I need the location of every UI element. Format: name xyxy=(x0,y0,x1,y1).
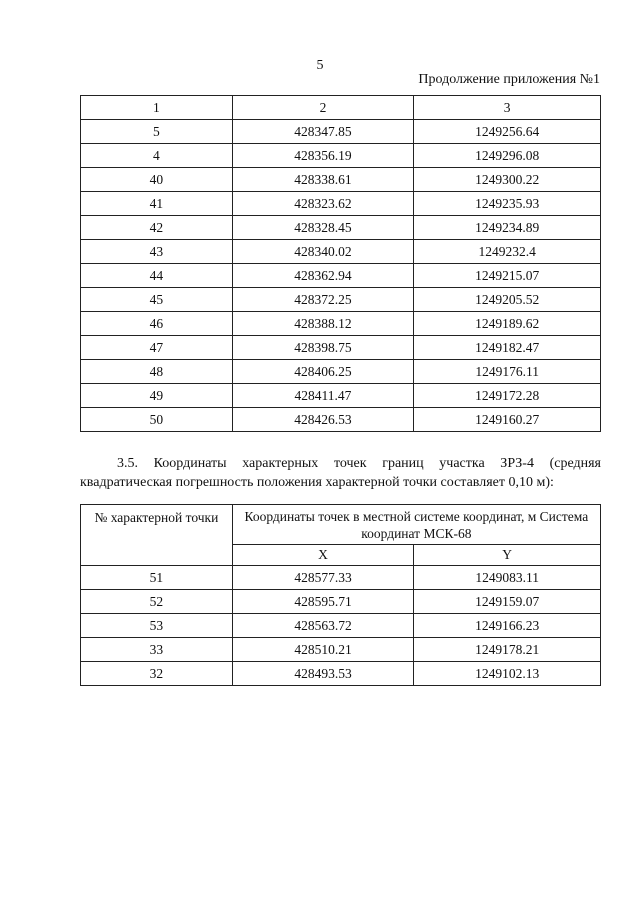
y-coordinate-cell: 1249166.23 xyxy=(414,614,601,638)
x-coordinate-cell: 428362.94 xyxy=(232,264,414,288)
x-coordinate-cell: 428338.61 xyxy=(232,168,414,192)
x-coordinate-cell: 428388.12 xyxy=(232,312,414,336)
y-coordinate-cell: 1249160.27 xyxy=(414,408,601,432)
point-number-cell: 40 xyxy=(81,168,233,192)
coordinates-table-continued xyxy=(80,95,601,432)
point-number-cell: 43 xyxy=(81,240,233,264)
table-row xyxy=(81,360,601,384)
table-row xyxy=(81,408,601,432)
table-row xyxy=(81,120,601,144)
point-number-cell: 50 xyxy=(81,408,233,432)
point-number-cell: 44 xyxy=(81,264,233,288)
table-row xyxy=(81,638,601,662)
coordinates-header: Координаты точек в местной системе координат, м Система координат МСК-68 xyxy=(232,505,600,545)
x-header: X xyxy=(232,545,414,566)
point-number-cell: 49 xyxy=(81,384,233,408)
table-row xyxy=(81,312,601,336)
y-coordinate-cell: 1249300.22 xyxy=(414,168,601,192)
y-coordinate-cell: 1249083.11 xyxy=(414,566,601,590)
point-number-cell: 53 xyxy=(81,614,233,638)
y-coordinate-cell: 1249235.93 xyxy=(414,192,601,216)
table-row xyxy=(81,144,601,168)
table-row xyxy=(81,264,601,288)
x-coordinate-cell: 428372.25 xyxy=(232,288,414,312)
table-row xyxy=(81,240,601,264)
table-header-row xyxy=(81,96,601,120)
x-coordinate-cell: 428328.45 xyxy=(232,216,414,240)
point-number-cell: 5 xyxy=(81,120,233,144)
point-number-cell: 47 xyxy=(81,336,233,360)
point-number-cell: 41 xyxy=(81,192,233,216)
point-number-cell: 46 xyxy=(81,312,233,336)
point-number-cell: 52 xyxy=(81,590,233,614)
point-number-cell: 48 xyxy=(81,360,233,384)
point-number-cell: 45 xyxy=(81,288,233,312)
table-row xyxy=(81,566,601,590)
y-header: Y xyxy=(414,545,601,566)
y-coordinate-cell: 1249159.07 xyxy=(414,590,601,614)
table-row xyxy=(81,336,601,360)
point-number-header: № характерной точки xyxy=(81,505,233,566)
y-coordinate-cell: 1249176.11 xyxy=(414,360,601,384)
table-row xyxy=(81,384,601,408)
y-coordinate-cell: 1249189.62 xyxy=(414,312,601,336)
x-coordinate-cell: 428340.02 xyxy=(232,240,414,264)
x-coordinate-cell: 428493.53 xyxy=(232,662,414,686)
table-row xyxy=(81,192,601,216)
x-coordinate-cell: 428563.72 xyxy=(232,614,414,638)
y-coordinate-cell: 1249296.08 xyxy=(414,144,601,168)
x-coordinate-cell: 428595.71 xyxy=(232,590,414,614)
x-coordinate-cell: 428411.47 xyxy=(232,384,414,408)
page-number: 5 xyxy=(316,58,324,73)
column-number-cell: 2 xyxy=(232,96,414,120)
y-coordinate-cell: 1249172.28 xyxy=(414,384,601,408)
point-number-cell: 32 xyxy=(81,662,233,686)
x-coordinate-cell: 428426.53 xyxy=(232,408,414,432)
y-coordinate-cell: 1249205.52 xyxy=(414,288,601,312)
point-number-cell: 33 xyxy=(81,638,233,662)
x-coordinate-cell: 428510.21 xyxy=(232,638,414,662)
point-number-cell: 51 xyxy=(81,566,233,590)
column-number-cell: 1 xyxy=(81,96,233,120)
table-row xyxy=(81,590,601,614)
point-number-cell: 4 xyxy=(81,144,233,168)
zrz4-coordinates-table xyxy=(80,504,601,686)
column-number-cell: 3 xyxy=(414,96,601,120)
section-3-5-text: 3.5. Координаты характерных точек границ участка ЗРЗ-4 (средняя квадратическая погрешность положения характерной точки составляет 0,10 м): xyxy=(80,456,601,490)
y-coordinate-cell: 1249256.64 xyxy=(414,120,601,144)
y-coordinate-cell: 1249178.21 xyxy=(414,638,601,662)
table-row xyxy=(81,168,601,192)
y-coordinate-cell: 1249215.07 xyxy=(414,264,601,288)
table-row xyxy=(81,662,601,686)
x-coordinate-cell: 428577.33 xyxy=(232,566,414,590)
y-coordinate-cell: 1249234.89 xyxy=(414,216,601,240)
appendix-note: Продолжение приложения №1 xyxy=(418,72,600,87)
y-coordinate-cell: 1249182.47 xyxy=(414,336,601,360)
x-coordinate-cell: 428398.75 xyxy=(232,336,414,360)
table-row xyxy=(81,614,601,638)
x-coordinate-cell: 428356.19 xyxy=(232,144,414,168)
table-row xyxy=(81,288,601,312)
x-coordinate-cell: 428347.85 xyxy=(232,120,414,144)
point-number-cell: 42 xyxy=(81,216,233,240)
x-coordinate-cell: 428323.62 xyxy=(232,192,414,216)
x-coordinate-cell: 428406.25 xyxy=(232,360,414,384)
table-row xyxy=(81,216,601,240)
y-coordinate-cell: 1249232.4 xyxy=(414,240,601,264)
y-coordinate-cell: 1249102.13 xyxy=(414,662,601,686)
